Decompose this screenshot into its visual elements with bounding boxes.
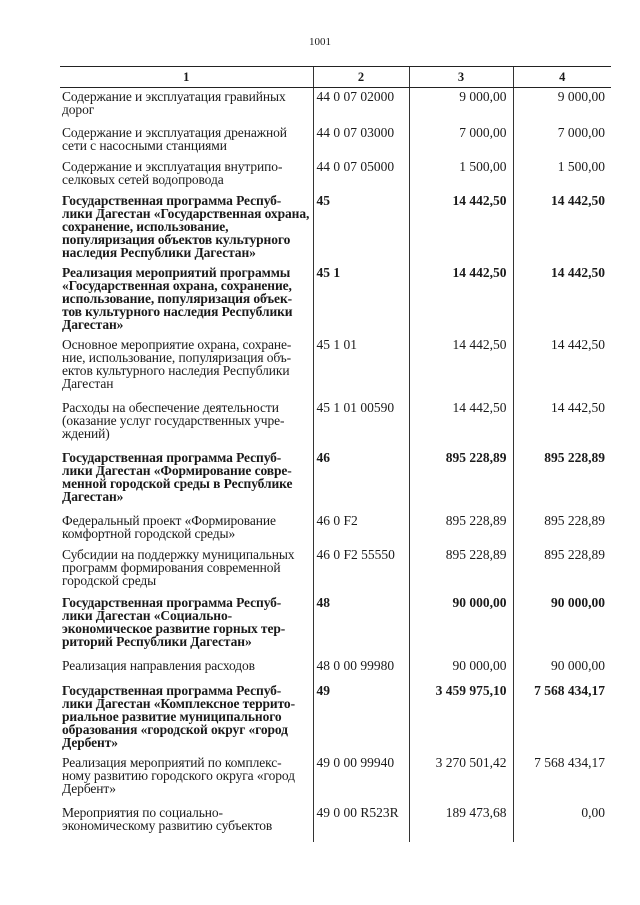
row-value-col3-cell: 189 473,68: [409, 802, 513, 842]
table-body: [60, 88, 611, 842]
row-value-col3-cell: 90 000,00: [409, 592, 513, 655]
row-value-col4-cell: 14 442,50: [513, 262, 611, 334]
row-value-col3-cell: 90 000,00: [409, 655, 513, 680]
row-value-col3-cell: 14 442,50: [409, 397, 513, 447]
row-code-cell: 45 1: [313, 262, 409, 334]
row-name-cell: Федеральный проект «Формирование комфортной городской среды»: [62, 512, 276, 541]
row-name-cell: Государственная программа Респуб-лики Дагестан «Государственная охрана, сохранение, использование, популяризация объектов культурного наследия Республики Дагестан»: [62, 192, 310, 260]
row-name-cell: Реализация направления расходов: [62, 657, 255, 673]
table-row: [60, 262, 611, 334]
row-name-cell: Содержание и эксплуатация внутрипо-селковых сетей водопровода: [62, 158, 283, 187]
table-row: [60, 156, 611, 190]
row-name-cell: Основное мероприятие охрана, сохране-ние, использование, популяризация объ-ектов культурного наследия Республики Дагестан: [62, 336, 292, 391]
row-value-col3-cell: 3 270 501,42: [409, 752, 513, 802]
row-value-col4-cell: 7 000,00: [513, 122, 611, 156]
row-value-col3-cell: 14 442,50: [409, 262, 513, 334]
row-value-col4-cell: 895 228,89: [513, 544, 611, 592]
row-code-cell: 45 1 01 00590: [313, 397, 409, 447]
table-row: [60, 752, 611, 802]
row-value-col4-cell: 7 568 434,17: [513, 752, 611, 802]
row-value-col3-cell: 14 442,50: [409, 190, 513, 262]
row-value-col4-cell: 14 442,50: [513, 397, 611, 447]
row-code-cell: 46 0 F2 55550: [313, 544, 409, 592]
table-row: [60, 802, 611, 842]
row-name-cell: Мероприятия по социально-экономическому развитию субъектов: [62, 804, 273, 833]
row-code-cell: 49 0 00 R523R: [313, 802, 409, 842]
row-value-col4-cell: 14 442,50: [513, 190, 611, 262]
row-value-col3-cell: 14 442,50: [409, 334, 513, 397]
row-code-cell: 49 0 00 99940: [313, 752, 409, 802]
table-row: [60, 334, 611, 397]
row-name-cell: Государственная программа Респуб-лики Дагестан «Социально-экономическое развитие горных тер-риторий Республики Дагестан»: [62, 594, 286, 649]
row-code-cell: 44 0 07 02000: [313, 88, 409, 122]
table-row: [60, 510, 611, 544]
row-value-col3-cell: 9 000,00: [409, 88, 513, 122]
column-header-3: 3: [409, 67, 513, 88]
row-value-col4-cell: 7 568 434,17: [513, 680, 611, 752]
table-row: [60, 655, 611, 680]
page-number: 1001: [309, 36, 331, 48]
row-name-cell: Расходы на обеспечение деятельности (оказание услуг государственных учре-ждений): [62, 399, 285, 441]
table-row: [60, 397, 611, 447]
column-header-1: 1: [60, 67, 313, 88]
table-row: [60, 447, 611, 510]
row-value-col3-cell: 1 500,00: [409, 156, 513, 190]
row-code-cell: 48: [313, 592, 409, 655]
row-code-cell: 46: [313, 447, 409, 510]
row-value-col4-cell: 0,00: [513, 802, 611, 842]
row-value-col4-cell: 895 228,89: [513, 447, 611, 510]
table-row: [60, 592, 611, 655]
row-code-cell: 45 1 01: [313, 334, 409, 397]
row-value-col4-cell: 90 000,00: [513, 655, 611, 680]
row-value-col4-cell: 895 228,89: [513, 510, 611, 544]
row-name-cell: Реализация мероприятий программы «Государственная охрана, сохранение, использование, популяризация объек-тов культурного наследия Республики Дагестан»: [62, 264, 293, 332]
row-value-col4-cell: 1 500,00: [513, 156, 611, 190]
row-name-cell: Реализация мероприятий по комплекс-ному развитию городского округа «город Дербент»: [62, 754, 295, 796]
table-row: [60, 122, 611, 156]
row-name-cell: Содержание и эксплуатация дренажной сети с насосными станциями: [62, 124, 287, 153]
row-code-cell: 45: [313, 190, 409, 262]
row-value-col4-cell: 9 000,00: [513, 88, 611, 122]
row-code-cell: 44 0 07 03000: [313, 122, 409, 156]
row-value-col3-cell: 7 000,00: [409, 122, 513, 156]
column-header-4: 4: [513, 67, 611, 88]
table-row: [60, 544, 611, 592]
row-value-col3-cell: 895 228,89: [409, 510, 513, 544]
row-code-cell: 49: [313, 680, 409, 752]
table-row: [60, 190, 611, 262]
row-value-col3-cell: 895 228,89: [409, 447, 513, 510]
table-row: [60, 88, 611, 122]
row-value-col4-cell: 90 000,00: [513, 592, 611, 655]
row-code-cell: 48 0 00 99980: [313, 655, 409, 680]
budget-table: [60, 66, 611, 842]
row-code-cell: 46 0 F2: [313, 510, 409, 544]
row-name-cell: Субсидии на поддержку муниципальных программ формирования современной городской среды: [62, 546, 295, 588]
row-value-col4-cell: 14 442,50: [513, 334, 611, 397]
row-value-col3-cell: 3 459 975,10: [409, 680, 513, 752]
row-value-col3-cell: 895 228,89: [409, 544, 513, 592]
table-row: [60, 680, 611, 752]
row-name-cell: Государственная программа Респуб-лики Дагестан «Формирование совре-менной городской среды в Республике Дагестан»: [62, 449, 293, 504]
row-code-cell: 44 0 07 05000: [313, 156, 409, 190]
row-name-cell: Государственная программа Респуб-лики Дагестан «Комплексное террито-риальное развитие муниципального образования «городской округ «город Дербент»: [62, 682, 295, 750]
table-header-row: [60, 67, 611, 88]
row-name-cell: Содержание и эксплуатация гравийных дорог: [62, 89, 286, 117]
column-header-2: 2: [313, 67, 409, 88]
